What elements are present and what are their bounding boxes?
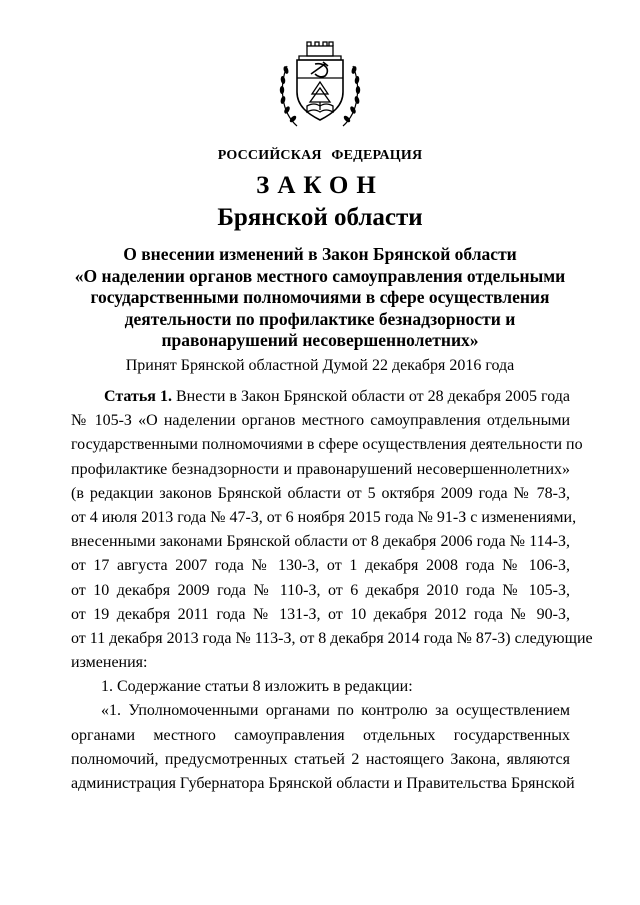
article-body: [71, 385, 593, 796]
subject-line: государственными полномочиями в сфере осуществления: [90, 287, 550, 307]
article-line: изменения:: [71, 654, 148, 672]
bryansk-coat-of-arms-icon: [277, 40, 363, 128]
article-line: профилактике безнадзорности и правонарушений несовершеннолетних»: [71, 460, 570, 478]
article-line: № 105-З «О наделении органов местного самоуправления отдельными: [71, 412, 570, 430]
article-first-line-text: Внести в Закон Брянской области от 28 декабря 2005 года: [171, 388, 571, 405]
quote-line: органами местного самоуправления отдельных государственных: [71, 726, 570, 744]
coat-of-arms-wrapper: [0, 40, 640, 133]
quote-line: «1. Уполномоченными органами по контролю за осуществлением: [101, 702, 570, 720]
article-line: от 11 декабря 2013 года № 113-З, от 8 декабря 2014 года № 87-З) следующие: [71, 629, 593, 647]
quote-line: администрация Губернатора Брянской области и Правительства Брянской: [71, 775, 575, 792]
subject-line: правонарушений несовершеннолетних»: [161, 330, 479, 350]
quote-line: полномочий, предусмотренных статьей 2 настоящего Закона, являются: [71, 750, 570, 768]
document-type-heading: ЗАКОН: [256, 172, 384, 199]
subject-line: деятельности по профилактике безнадзорности и: [124, 308, 516, 329]
item-1-line: 1. Содержание статьи 8 изложить в редакции:: [101, 678, 413, 696]
article-line: от 4 июля 2013 года № 47-З, от 6 ноября 2015 года № 91-З с изменениями,: [71, 508, 577, 526]
adoption-note: Принят Брянской областной Думой 22 декабря 2016 года: [125, 357, 515, 374]
article-line: (в редакции законов Брянской области от 5 октября 2009 года № 78-З,: [71, 484, 570, 502]
article-line: от 10 декабря 2009 года № 110-З, от 6 декабря 2010 года № 105-З,: [71, 581, 570, 599]
article-line: государственными полномочиями в сфере осуществления деятельности по: [71, 436, 583, 454]
article-label: Статья 1.: [104, 388, 172, 405]
subject-line: «О наделении органов местного самоуправления отдельными: [74, 265, 566, 286]
article-line: от 19 декабря 2011 года № 131-З, от 10 декабря 2012 года № 90-З,: [71, 605, 570, 623]
region-heading: Брянской области: [217, 204, 423, 231]
article-line: от 17 августа 2007 года № 130-З, от 1 декабря 2008 года № 106-З,: [71, 557, 570, 575]
subject-line: О внесении изменений в Закон Брянской области: [123, 244, 517, 264]
article-line: внесенными законами Брянской области от 8 декабря 2006 года № 114-З,: [71, 533, 570, 551]
law-subject-title: [0, 244, 640, 352]
article-first-line: [71, 385, 570, 409]
country-heading: РОССИЙСКАЯ ФЕДЕРАЦИЯ: [217, 148, 423, 163]
